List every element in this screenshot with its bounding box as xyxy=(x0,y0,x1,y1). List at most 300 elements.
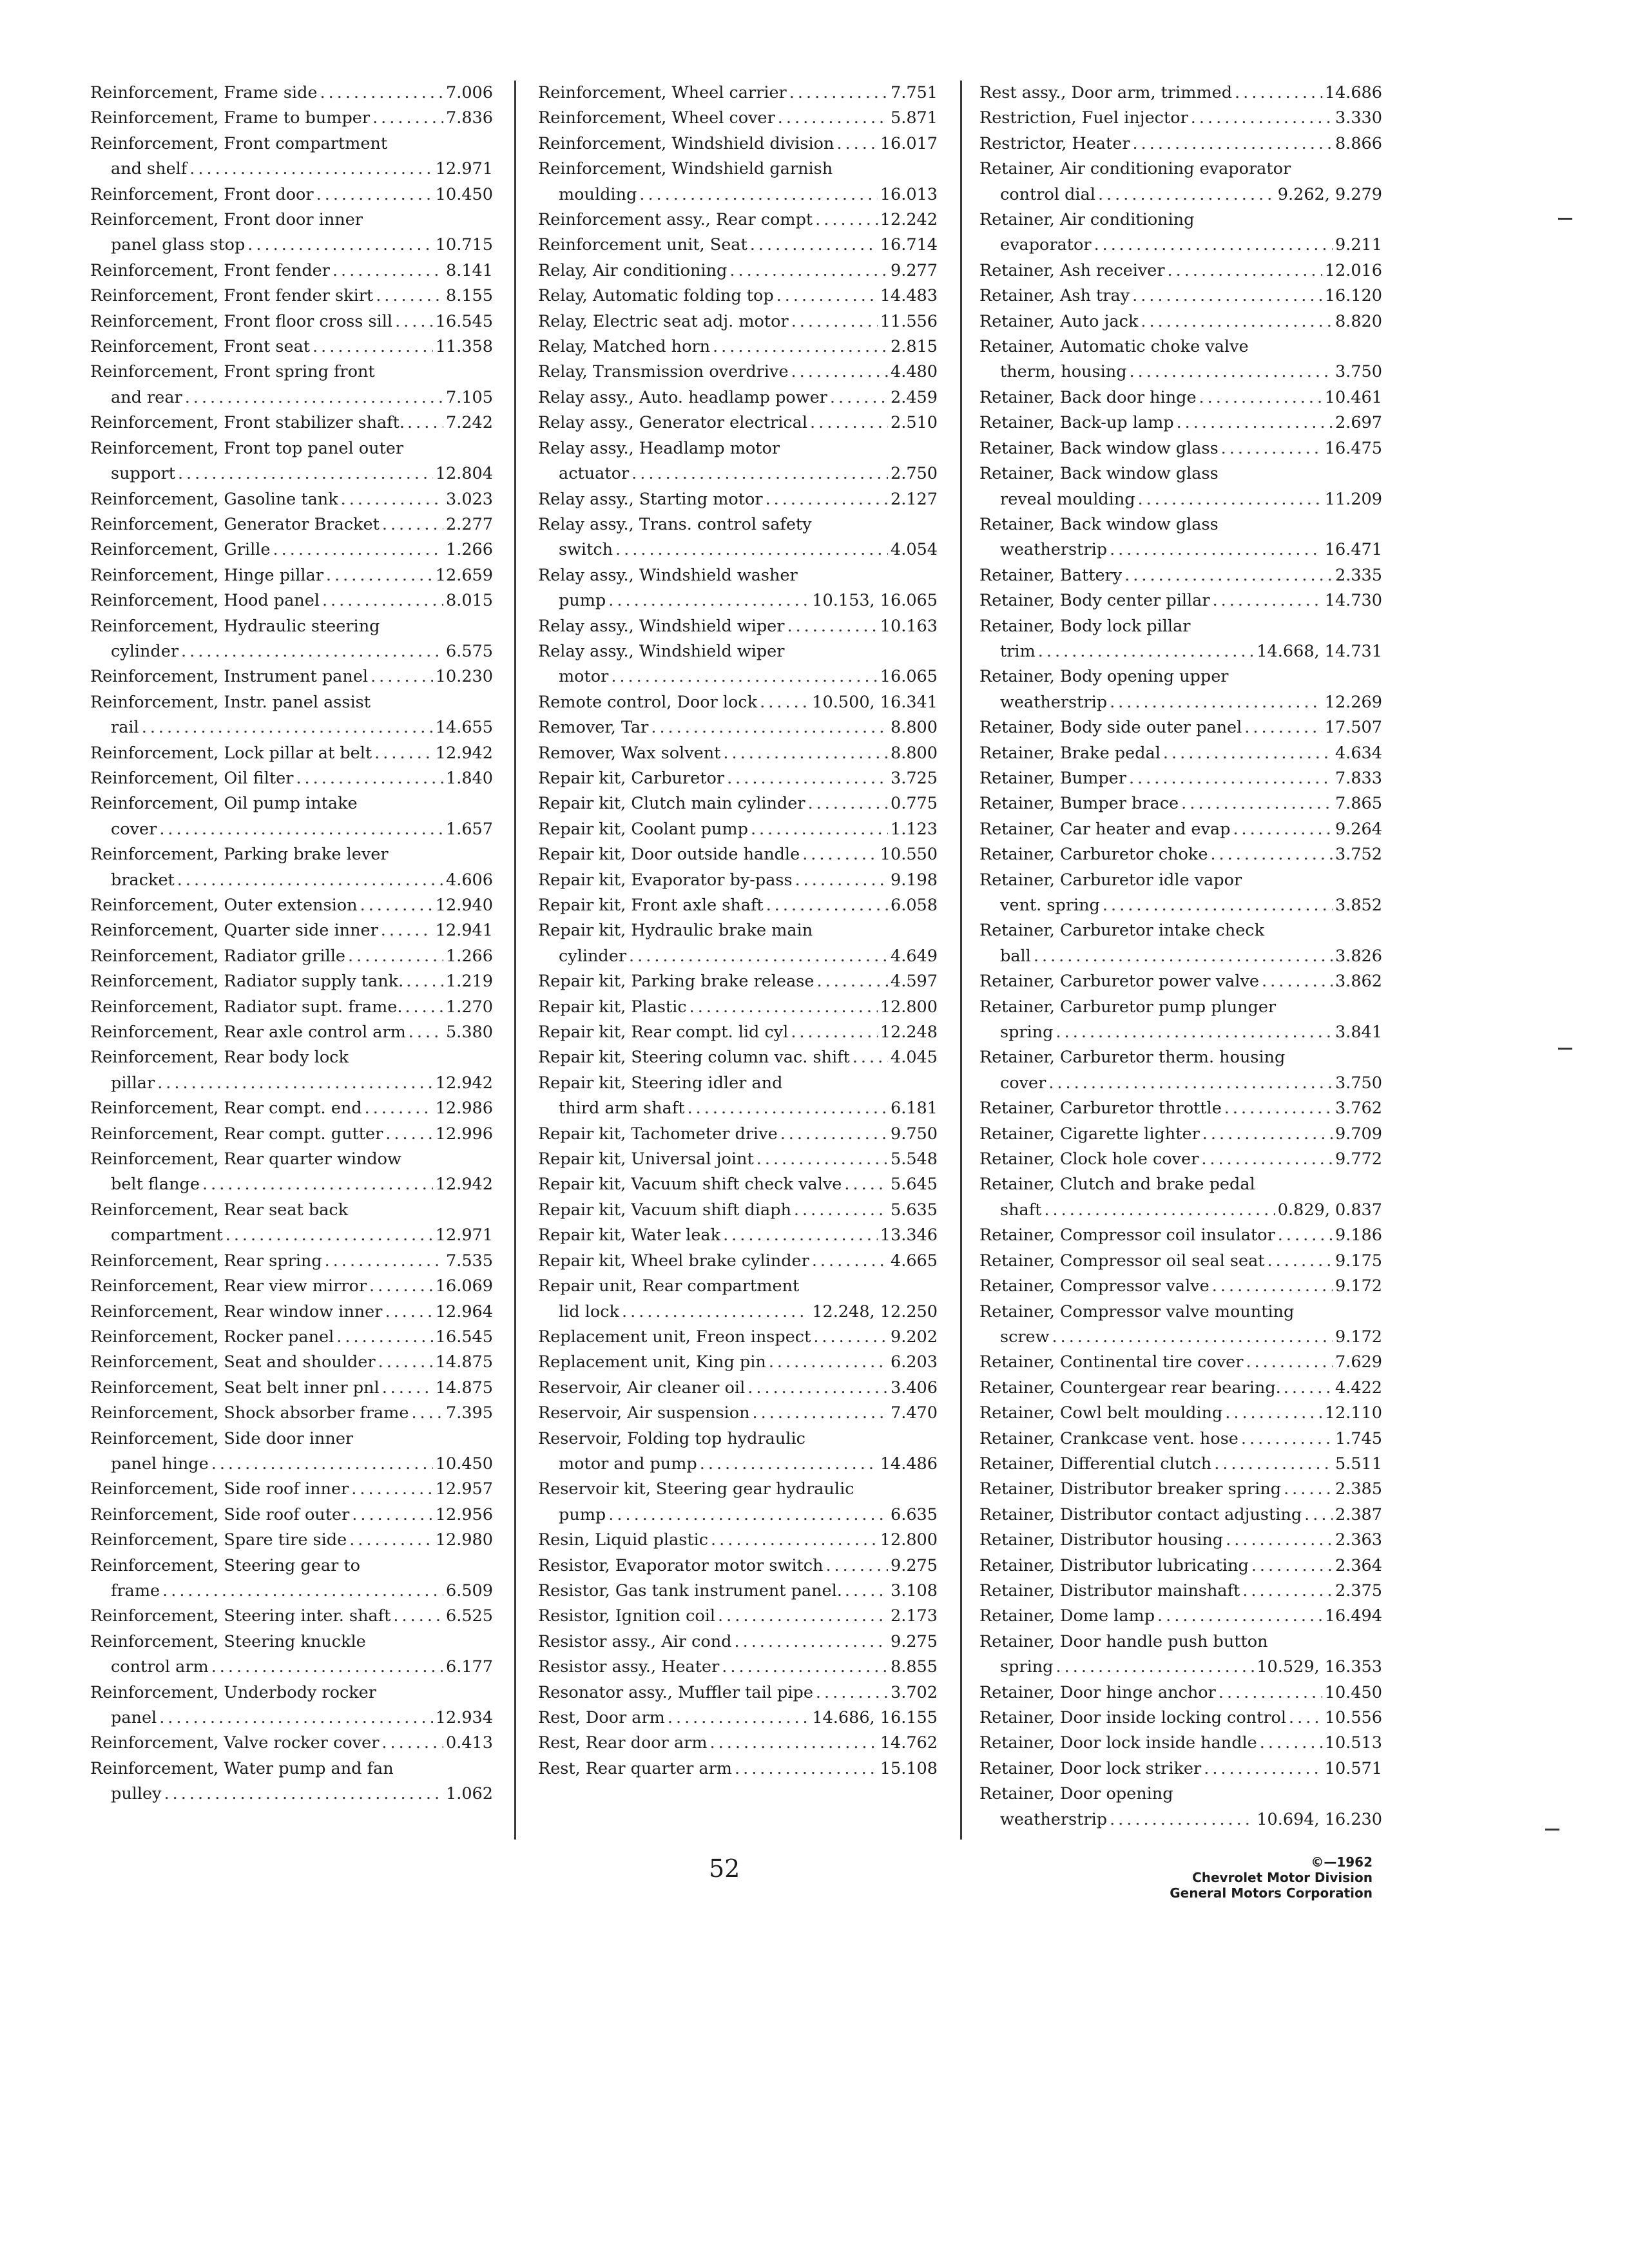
dot-leader xyxy=(700,1452,878,1477)
reference-number: 3.762 xyxy=(1335,1099,1382,1119)
dot-leader xyxy=(711,1528,878,1553)
entry-text: Repair kit, Universal joint xyxy=(538,1149,754,1169)
index-entry-line xyxy=(538,1300,938,1325)
index-entry xyxy=(538,385,938,410)
dot-leader xyxy=(760,690,809,715)
entry-text: Reinforcement, Front compartment xyxy=(90,133,388,153)
entry-text: Retainer, Automatic choke valve xyxy=(979,337,1249,357)
dot-leader xyxy=(351,1477,433,1502)
index-entry xyxy=(979,1680,1382,1706)
entry-text: Relay, Air conditioning xyxy=(538,260,728,280)
entry-text: Relay assy., Auto. headlamp power xyxy=(538,387,827,407)
entry-text: Rest, Rear quarter arm xyxy=(538,1758,732,1778)
entry-text: Reinforcement, Rocker panel xyxy=(90,1327,334,1347)
index-entry xyxy=(979,868,1382,919)
index-entry xyxy=(90,766,493,791)
index-entry-line xyxy=(538,842,938,867)
index-entry-line xyxy=(538,1706,938,1731)
dot-leader xyxy=(789,81,888,106)
dot-leader xyxy=(1133,131,1333,157)
reference-number: 1.270 xyxy=(445,997,493,1017)
reference-number: 3.750 xyxy=(1335,1073,1382,1093)
index-entry-line xyxy=(538,1020,938,1045)
index-entry-line xyxy=(90,1325,493,1350)
entry-text: Retainer, Back-up lamp xyxy=(979,413,1174,433)
reference-number: 8.800 xyxy=(890,718,938,738)
index-entry xyxy=(538,360,938,385)
dot-leader xyxy=(608,588,809,613)
reference-number: 2.173 xyxy=(890,1606,938,1626)
reference-number: 9.264 xyxy=(1335,819,1382,839)
index-entry-line xyxy=(538,715,938,740)
entry-text: Repair kit, Wheel brake cylinder xyxy=(538,1251,809,1271)
index-entry-line xyxy=(538,334,938,360)
index-entry xyxy=(538,207,938,233)
reference-number: 12.971 xyxy=(435,1225,493,1245)
reference-number: 7.751 xyxy=(890,83,938,102)
entry-text: Retainer, Ash receiver xyxy=(979,260,1165,280)
entry-text: Reinforcement, Hood panel xyxy=(90,591,320,611)
index-entry xyxy=(538,1172,938,1197)
dot-leader xyxy=(639,182,877,207)
index-entry-line xyxy=(979,893,1382,918)
dot-leader xyxy=(729,258,888,284)
entry-text: Retainer, Cigarette lighter xyxy=(979,1124,1200,1144)
entry-text: Reinforcement, Outer extension xyxy=(90,896,358,915)
index-entry xyxy=(979,1350,1382,1375)
entry-text: screw xyxy=(1000,1327,1050,1347)
index-entry xyxy=(538,233,938,258)
index-entry xyxy=(538,1528,938,1553)
index-entry-line xyxy=(538,436,938,461)
index-entry xyxy=(538,1477,938,1528)
reference-number: 11.358 xyxy=(435,337,493,357)
dot-leader xyxy=(1210,842,1333,867)
index-entry xyxy=(979,461,1382,512)
entry-text: Reinforcement, Side door inner xyxy=(90,1428,354,1448)
reference-number: 6.575 xyxy=(445,641,493,661)
entry-text: Retainer, Body side outer panel xyxy=(979,718,1242,738)
dot-leader xyxy=(336,1325,433,1350)
index-entry-line xyxy=(90,1045,493,1070)
index-entry xyxy=(538,512,938,563)
index-entry xyxy=(979,1376,1382,1401)
index-entry-line xyxy=(538,1553,938,1579)
reference-number: 4.054 xyxy=(890,540,938,560)
index-entry xyxy=(90,1122,493,1147)
dot-leader xyxy=(381,918,433,943)
dot-leader xyxy=(320,81,443,106)
index-entry-line xyxy=(538,1629,938,1655)
entry-text: Reinforcement, Grille xyxy=(90,540,271,560)
entry-text: Relay, Matched horn xyxy=(538,337,711,357)
entry-text: spring xyxy=(1000,1023,1054,1043)
index-column-3 xyxy=(979,81,1382,1832)
index-entry-line xyxy=(90,1553,493,1579)
reference-number: 10.450 xyxy=(1324,1682,1382,1702)
dot-leader xyxy=(723,741,888,766)
entry-text: Replacement unit, Freon inspect xyxy=(538,1327,811,1347)
index-entry-line xyxy=(538,893,938,918)
index-entry-line xyxy=(538,1223,938,1248)
reference-number: 1.745 xyxy=(1335,1428,1382,1448)
dot-leader xyxy=(159,1706,433,1731)
dot-leader xyxy=(333,258,443,284)
index-entry-line xyxy=(90,944,493,969)
reference-number: 2.387 xyxy=(1335,1504,1382,1524)
reference-number: 12.971 xyxy=(435,159,493,179)
index-entry xyxy=(90,1680,493,1731)
index-entry-line xyxy=(90,512,493,537)
entry-text: third arm shaft xyxy=(559,1099,685,1119)
entry-text: Reservoir kit, Steering gear hydraulic xyxy=(538,1479,854,1499)
index-entry-line xyxy=(90,1680,493,1706)
index-entry-line xyxy=(90,1147,493,1172)
reference-number: 8.820 xyxy=(1335,311,1382,331)
dot-leader xyxy=(723,1223,878,1248)
entry-text: Repair kit, Vacuum shift check valve xyxy=(538,1175,842,1195)
entry-text: Relay, Automatic folding top xyxy=(538,286,774,306)
entry-text: Reinforcement, Water pump and fan xyxy=(90,1758,394,1778)
dot-leader xyxy=(1242,1579,1333,1604)
dot-leader xyxy=(374,741,433,766)
index-entry-line xyxy=(538,106,938,131)
entry-text: pump xyxy=(559,1504,606,1524)
index-entry-line xyxy=(90,1300,493,1325)
reference-number: 12.659 xyxy=(435,565,493,585)
entry-text: cylinder xyxy=(111,641,179,661)
reference-number: 3.023 xyxy=(445,489,493,509)
entry-text: Rest, Door arm xyxy=(538,1708,665,1727)
index-entry xyxy=(90,1604,493,1629)
entry-text: Repair unit, Rear compartment xyxy=(538,1276,800,1296)
index-entry-line xyxy=(979,1452,1382,1477)
entry-text: Retainer, Carburetor power valve xyxy=(979,972,1259,992)
index-entry xyxy=(538,918,938,969)
dot-leader xyxy=(352,1503,433,1528)
index-entry xyxy=(90,258,493,284)
index-entry-line xyxy=(979,309,1382,334)
index-entry xyxy=(90,563,493,588)
index-entry xyxy=(979,410,1382,436)
index-entry xyxy=(90,436,493,487)
dot-leader xyxy=(757,1147,888,1172)
entry-text: Reinforcement, Front fender xyxy=(90,260,330,280)
entry-text: Retainer, Compressor oil seal seat xyxy=(979,1251,1265,1271)
reference-number: 7.836 xyxy=(445,108,493,128)
dot-leader xyxy=(766,893,888,918)
dot-leader xyxy=(1199,385,1322,410)
index-entry-line xyxy=(979,207,1382,233)
reference-number: 9.275 xyxy=(890,1555,938,1575)
index-entry xyxy=(979,664,1382,715)
index-entry xyxy=(538,1198,938,1223)
dot-leader xyxy=(1224,1096,1333,1121)
index-entry xyxy=(538,614,938,639)
index-entry xyxy=(538,1680,938,1706)
reference-number: 3.108 xyxy=(890,1581,938,1600)
index-entry xyxy=(979,995,1382,1046)
reference-number: 12.940 xyxy=(435,896,493,915)
dot-leader xyxy=(1289,1706,1322,1731)
index-entry-line xyxy=(90,563,493,588)
reference-number: 15.108 xyxy=(880,1758,938,1778)
index-entry-line xyxy=(979,1756,1382,1782)
dot-leader xyxy=(1110,537,1322,562)
reference-number: 16.013 xyxy=(880,184,938,204)
index-entry-line xyxy=(979,1731,1382,1756)
dot-leader xyxy=(409,1020,443,1045)
index-entry xyxy=(90,1477,493,1502)
dot-leader xyxy=(405,995,443,1020)
entry-text: lid lock xyxy=(559,1302,619,1321)
reference-number: 9.772 xyxy=(1335,1149,1382,1169)
reference-number: 12.964 xyxy=(435,1302,493,1321)
entry-text: Repair kit, Hydraulic brake main xyxy=(538,921,813,941)
entry-text: support xyxy=(111,464,175,484)
reference-number: 3.752 xyxy=(1335,845,1382,865)
index-entry xyxy=(979,1553,1382,1579)
index-entry-line xyxy=(979,1553,1382,1579)
dot-leader xyxy=(1221,436,1322,461)
entry-text: weatherstrip xyxy=(1000,692,1108,712)
reference-number: 9.175 xyxy=(1335,1251,1382,1271)
index-entry-line xyxy=(538,157,938,182)
reference-number: 10.500, 16.341 xyxy=(812,692,938,712)
dot-leader xyxy=(815,207,878,233)
index-entry-line xyxy=(90,1020,493,1045)
dot-leader xyxy=(1168,258,1322,284)
entry-text: belt flange xyxy=(111,1175,200,1195)
dot-leader xyxy=(1191,106,1333,131)
dot-leader xyxy=(181,639,443,664)
dot-leader xyxy=(378,1350,433,1375)
index-entry-line xyxy=(979,918,1382,943)
dot-leader xyxy=(611,664,877,689)
dot-leader xyxy=(1241,1427,1333,1452)
dot-leader xyxy=(1052,1325,1333,1350)
dot-leader xyxy=(791,309,878,334)
dot-leader xyxy=(407,410,443,436)
reference-number: 7.006 xyxy=(445,83,493,102)
reference-number: 16.120 xyxy=(1324,286,1382,306)
entry-text: Reinforcement, Windshield division xyxy=(538,133,834,153)
reference-number: 2.510 xyxy=(890,413,938,433)
dot-leader xyxy=(780,1122,888,1147)
entry-text: Reinforcement, Generator Bracket xyxy=(90,514,380,534)
entry-text: Reinforcement, Spare tire side xyxy=(90,1530,347,1550)
index-entry-line xyxy=(979,1782,1382,1807)
index-entry-line xyxy=(538,182,938,207)
entry-text: panel hinge xyxy=(111,1454,209,1474)
reference-number: 10.450 xyxy=(435,184,493,204)
reference-number: 16.471 xyxy=(1324,540,1382,560)
index-entry-line xyxy=(90,258,493,284)
index-entry-line xyxy=(538,1401,938,1426)
index-entry-line xyxy=(979,1427,1382,1452)
index-entry xyxy=(979,385,1382,410)
reference-number: 7.865 xyxy=(1335,794,1382,814)
margin-tick-mark xyxy=(1558,1048,1572,1050)
index-entry xyxy=(538,995,938,1020)
reference-number: 6.509 xyxy=(445,1581,493,1600)
entry-text: Reinforcement, Radiator grille xyxy=(90,946,346,966)
index-entry xyxy=(979,207,1382,258)
reference-number: 2.363 xyxy=(1335,1530,1382,1550)
index-entry-line xyxy=(90,1401,493,1426)
index-entry xyxy=(979,81,1382,106)
index-entry-line xyxy=(979,1376,1382,1401)
index-entry xyxy=(538,868,938,893)
reference-number: 12.942 xyxy=(435,1073,493,1093)
index-entry xyxy=(538,106,938,131)
column-divider xyxy=(514,81,516,1840)
index-entry-line xyxy=(90,995,493,1020)
index-entry-line xyxy=(90,766,493,791)
dot-leader xyxy=(808,791,888,816)
index-entry xyxy=(538,309,938,334)
index-entry-line xyxy=(90,1528,493,1553)
dot-leader xyxy=(381,1731,443,1756)
reference-number: 2.459 xyxy=(890,387,938,407)
index-entry xyxy=(979,1604,1382,1629)
index-entry xyxy=(979,334,1382,385)
index-entry-line xyxy=(90,1477,493,1502)
index-entry-line xyxy=(979,1528,1382,1553)
entry-text: Repair kit, Steering idler and xyxy=(538,1073,783,1093)
entry-text: control arm xyxy=(111,1657,209,1677)
index-entry xyxy=(979,1096,1382,1121)
dot-leader xyxy=(810,410,888,436)
index-entry xyxy=(90,487,493,512)
index-entry-line xyxy=(979,588,1382,613)
entry-text: Retainer, Compressor valve mounting xyxy=(979,1302,1295,1321)
index-entry xyxy=(979,258,1382,284)
dot-leader xyxy=(813,1325,888,1350)
entry-text: Relay assy., Windshield wiper xyxy=(538,641,785,661)
entry-text: Retainer, Battery xyxy=(979,565,1123,585)
dot-leader xyxy=(1201,1147,1333,1172)
index-entry-line xyxy=(979,639,1382,664)
reference-number: 12.986 xyxy=(435,1099,493,1119)
reference-number: 3.330 xyxy=(1335,108,1382,128)
entry-text: Retainer, Distributor lubricating xyxy=(979,1555,1249,1575)
reference-number: 6.177 xyxy=(445,1657,493,1677)
dot-leader xyxy=(164,1782,443,1807)
index-entry xyxy=(979,1223,1382,1248)
entry-text: Resistor assy., Air cond xyxy=(538,1631,732,1651)
reference-number: 4.422 xyxy=(1335,1378,1382,1398)
index-entry-line xyxy=(90,360,493,385)
index-entry-line xyxy=(979,741,1382,766)
dot-leader xyxy=(1157,1604,1322,1629)
index-entry xyxy=(979,918,1382,969)
entry-text: pump xyxy=(559,591,606,611)
dot-leader xyxy=(1110,1807,1254,1832)
index-entry xyxy=(538,639,938,690)
reference-number: 16.017 xyxy=(880,133,938,153)
reference-number: 4.649 xyxy=(890,946,938,966)
reference-number: 3.862 xyxy=(1335,972,1382,992)
index-entry xyxy=(538,1553,938,1579)
index-entry-line xyxy=(979,1172,1382,1197)
index-entry xyxy=(538,1629,938,1655)
entry-text: Retainer, Car heater and evap xyxy=(979,819,1231,839)
index-entry xyxy=(979,1300,1382,1350)
index-entry xyxy=(979,309,1382,334)
reference-number: 11.209 xyxy=(1324,489,1382,509)
dot-leader xyxy=(273,537,443,562)
index-entry-line xyxy=(979,1680,1382,1706)
dot-leader xyxy=(787,614,877,639)
index-entry-line xyxy=(90,461,493,486)
reference-number: 2.277 xyxy=(445,514,493,534)
index-entry-line xyxy=(538,741,938,766)
entry-text: Reinforcement, Rear body lock xyxy=(90,1048,349,1068)
entry-text: Reinforcement, Front stabilizer shaft. xyxy=(90,413,405,433)
index-entry xyxy=(979,131,1382,157)
dot-leader xyxy=(369,1274,433,1299)
dot-leader xyxy=(795,868,888,893)
entry-text: Retainer, Door opening xyxy=(979,1784,1173,1804)
entry-text: Reinforcement, Steering knuckle xyxy=(90,1631,366,1651)
index-entry xyxy=(90,1300,493,1325)
index-entry-line xyxy=(979,1629,1382,1655)
index-entry-line xyxy=(979,842,1382,867)
dot-leader xyxy=(247,233,432,258)
entry-text: Retainer, Air conditioning evaporator xyxy=(979,159,1291,179)
index-entry-line xyxy=(90,1782,493,1807)
entry-text: actuator xyxy=(559,464,630,484)
index-entry xyxy=(90,893,493,918)
entry-text: Relay, Transmission overdrive xyxy=(538,362,789,382)
index-entry-line xyxy=(90,1249,493,1274)
index-entry xyxy=(90,842,493,893)
index-entry xyxy=(90,1325,493,1350)
dot-leader xyxy=(791,360,888,385)
index-entry-line xyxy=(979,487,1382,512)
reference-number: 17.507 xyxy=(1324,718,1382,738)
index-entry-line xyxy=(979,410,1382,436)
index-entry-line xyxy=(90,1071,493,1096)
reference-number: 16.545 xyxy=(435,311,493,331)
dot-leader xyxy=(382,512,443,537)
entry-text: Reinforcement, Steering inter. shaft xyxy=(90,1606,391,1626)
index-entry xyxy=(538,1731,938,1756)
entry-text: Retainer, Differential clutch xyxy=(979,1454,1212,1474)
dot-leader xyxy=(825,1553,888,1579)
index-entry xyxy=(979,1528,1382,1553)
dot-leader xyxy=(159,817,443,842)
reference-number: 14.730 xyxy=(1324,591,1382,611)
reference-number: 9.186 xyxy=(1335,1225,1382,1245)
index-entry-line xyxy=(538,1579,938,1604)
index-entry-line xyxy=(90,817,493,842)
index-entry-line xyxy=(979,1300,1382,1325)
index-entry-line xyxy=(90,1223,493,1248)
dot-leader xyxy=(1124,563,1333,588)
dot-leader xyxy=(1284,1376,1333,1401)
index-entry xyxy=(979,106,1382,131)
index-entry xyxy=(90,106,493,131)
index-entry xyxy=(538,258,938,284)
dot-leader xyxy=(713,334,888,360)
index-entry-line xyxy=(538,537,938,562)
entry-text: Reinforcement, Lock pillar at belt xyxy=(90,743,372,763)
entry-text: Reinforcement, Front fender skirt xyxy=(90,286,374,306)
index-entry-line xyxy=(90,284,493,309)
index-entry-line xyxy=(979,817,1382,842)
